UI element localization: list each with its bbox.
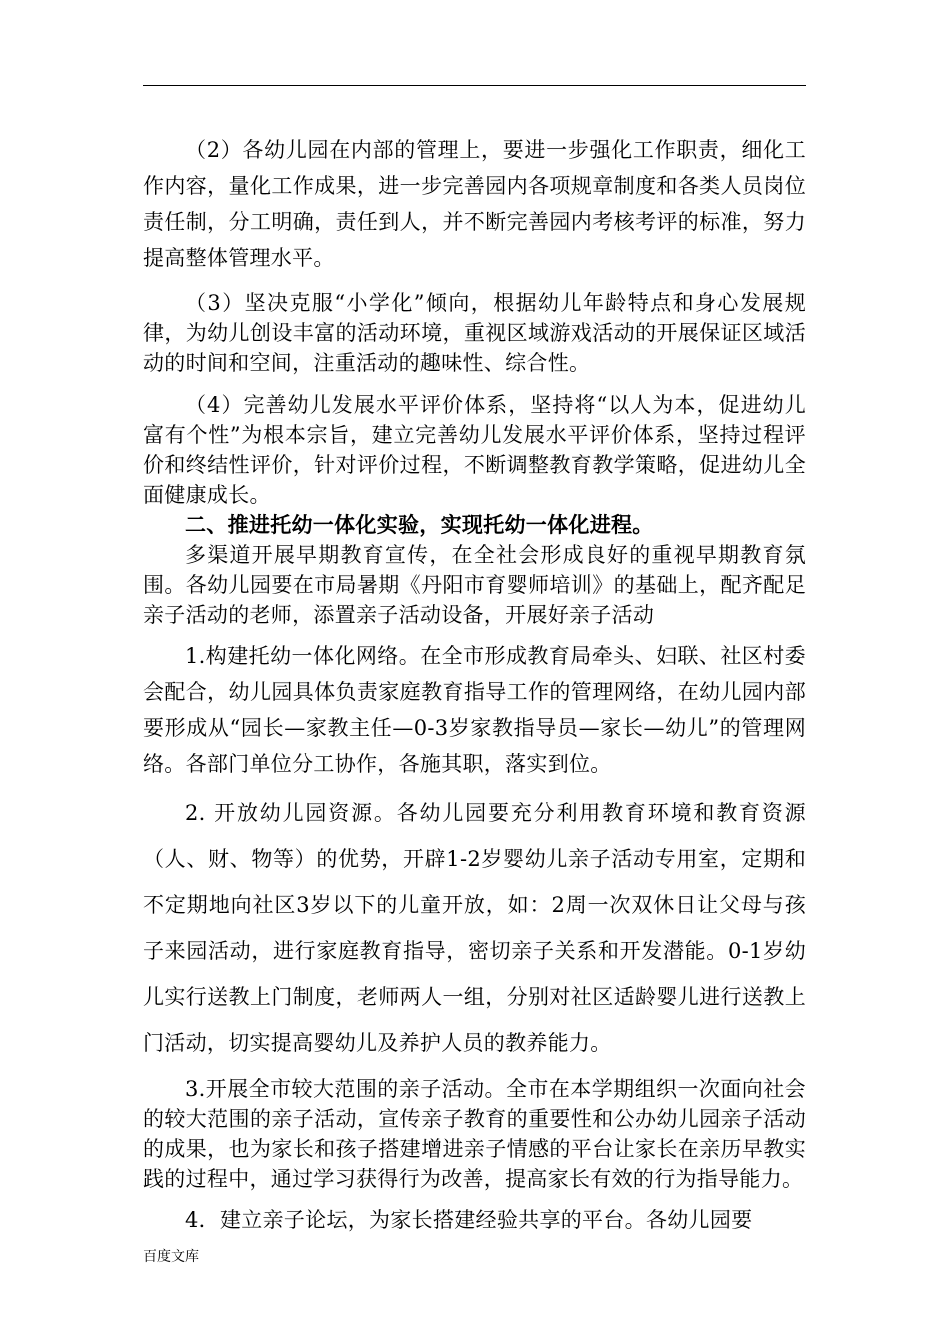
header-rule bbox=[143, 85, 806, 86]
paragraph-anti-primary: （3）坚决克服“小学化”倾向，根据幼儿年龄特点和身心发展规律，为幼儿创设丰富的活动环境，重视区域游戏活动的开展保证区域活动的时间和空间，注重活动的趣味性、综合性。 bbox=[143, 291, 806, 375]
paragraph-open-resources: 2. 开放幼儿园资源。各幼儿园要充分利用教育环境和教育资源（人、财、物等）的优势，开辟1-2岁婴幼儿亲子活动专用室，定期和不定期地向社区3岁以下的儿童开放，如：2周一次双休日让父母与孩子来园活动，进行家庭教育指导，密切亲子关系和开发潜能。0-1岁幼儿实行送教上门制度，老师两人一组，分别对社区适龄婴儿进行送教上门活动，切实提高婴幼儿及养护人员的教养能力。 bbox=[143, 801, 806, 1055]
paragraph-network: 1.构建托幼一体化网络。在全市形成教育局牵头、妇联、社区村委会配合，幼儿园具体负责家庭教育指导工作的管理网络，在幼儿园内部要形成从“园长—家教主任—0-3岁家教指导员—家长—幼儿”的管理网络。各部门单位分工协作，各施其职，落实到位。 bbox=[143, 644, 806, 776]
paragraph-evaluation-system: （4）完善幼儿发展水平评价体系，坚持将“以人为本，促进幼儿富有个性”为根本宗旨，建立完善幼儿发展水平评价体系，坚持过程评价和终结性评价，针对评价过程，不断调整教育教学策略，促进幼儿全面健康成长。 bbox=[143, 393, 806, 507]
paragraph-city-activity: 3.开展全市较大范围的亲子活动。全市在本学期组织一次面向社会的较大范围的亲子活动，宣传亲子教育的重要性和公办幼儿园亲子活动的成果，也为家长和孩子搭建增进亲子情感的平台让家长在亲历早教实践的过程中，通过学习获得行为改善，提高家长有效的行为指导能力。 bbox=[143, 1077, 806, 1191]
document-body bbox=[143, 132, 806, 1238]
footer-source: 百度文库 bbox=[143, 1249, 199, 1265]
paragraph-parent-forum: 4．建立亲子论坛，为家长搭建经验共享的平台。各幼儿园要 bbox=[185, 1208, 753, 1232]
section-heading: 二、推进托幼一体化实验，实现托幼一体化进程。 bbox=[185, 512, 654, 537]
paragraph-early-education-promotion: 多渠道开展早期教育宣传，在全社会形成良好的重视早期教育氛围。各幼儿园要在市局暑期《丹阳市育婴师培训》的基础上，配齐配足亲子活动的老师，添置亲子活动设备，开展好亲子活动 bbox=[143, 543, 806, 627]
paragraph-management: （2）各幼儿园在内部的管理上，要进一步强化工作职责，细化工作内容，量化工作成果，进一步完善园内各项规章制度和各类人员岗位责任制，分工明确，责任到人，并不断完善园内考核考评的标准，努力提高整体管理水平。 bbox=[143, 138, 806, 270]
